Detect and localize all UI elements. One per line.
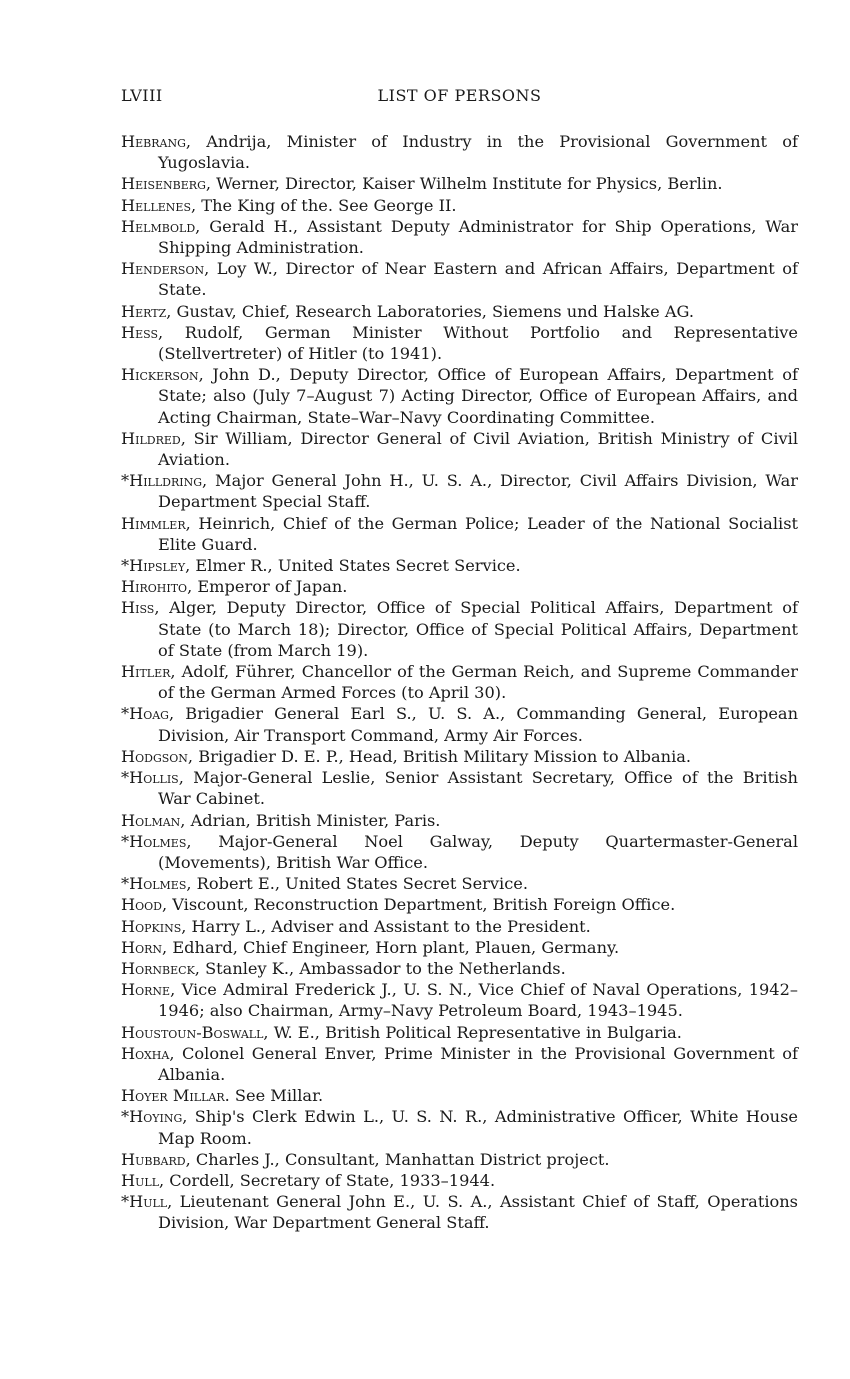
entry-surname: Hoxha [121, 1043, 170, 1063]
list-entry [121, 1085, 798, 1106]
entry-description: , Adrian, British Minister, Paris. [180, 810, 441, 830]
list-entry [121, 216, 798, 258]
persons-list [121, 131, 798, 1234]
entry-surname: Hodgson [121, 746, 188, 766]
list-entry [121, 258, 798, 300]
list-entry [121, 131, 798, 173]
list-entry [121, 831, 798, 873]
list-entry [121, 1170, 798, 1191]
list-entry [121, 470, 798, 512]
entry-surname: Hebrang [121, 132, 186, 151]
entry-surname: Hoag [129, 704, 169, 724]
list-entry [121, 322, 798, 364]
entry-asterisk: * [121, 874, 130, 894]
entry-asterisk: * [121, 556, 130, 576]
list-entry [121, 746, 798, 767]
page-number: LVIII [121, 86, 163, 105]
entry-description: , Viscount, Reconstruction Department, British Foreign Office. [161, 895, 676, 915]
entry-surname: Hilldring [129, 471, 203, 491]
entry-description: , Werner, Director, Kaiser Wilhelm Institute for Physics, Berlin. [205, 174, 723, 194]
list-entry [121, 979, 798, 1021]
list-entry [121, 301, 798, 322]
entry-surname: Hubbard [121, 1149, 186, 1169]
entry-description: , Alger, Deputy Director, Office of Special Political Affairs, Department of State (to March 18); Director, Office of Special Political Affairs, Department of State (from March 19). [154, 598, 798, 660]
entry-surname: Holmes [129, 874, 187, 894]
entry-description: , W. E., British Political Representative in Bulgaria. [263, 1022, 682, 1042]
entry-description: , Stanley K., Ambassador to the Netherlands. [194, 958, 566, 978]
entry-surname: Horn [121, 937, 163, 957]
entry-description: , Major General John H., U. S. A., Director, Civil Affairs Division, War Department Special Staff. [158, 471, 798, 512]
list-entry [121, 767, 798, 809]
list-entry [121, 661, 798, 703]
entry-description: , Brigadier D. E. P., Head, British Military Mission to Albania. [187, 746, 692, 766]
entry-description: , Loy W., Director of Near Eastern and African Affairs, Department of State. [158, 259, 798, 300]
entry-surname: Hull [121, 1170, 159, 1190]
entry-description: , Cordell, Secretary of State, 1933–1944. [159, 1170, 496, 1190]
entry-surname: Hull [129, 1192, 168, 1212]
list-entry [121, 703, 798, 745]
entry-surname: Hertz [121, 301, 167, 321]
entry-description: , Ship's Clerk Edwin L., U. S. N. R., Administrative Officer, White House Map Room. [158, 1107, 798, 1148]
list-entry [121, 555, 798, 576]
list-entry [121, 597, 798, 661]
entry-description: , Lieutenant General John E., U. S. A., Assistant Chief of Staff, Operations Division, War Department General Staff. [158, 1192, 798, 1233]
entry-description: , Elmer R., United States Secret Service. [185, 556, 521, 576]
list-entry [121, 894, 798, 915]
list-entry [121, 173, 798, 194]
running-title: LIST OF PERSONS [377, 86, 542, 105]
entry-surname: Hopkins [121, 916, 182, 936]
entry-surname: Holman [121, 810, 181, 830]
list-entry [121, 428, 798, 470]
entry-description: , Andrija, Minister of Industry in the Provisional Government of Yugoslavia. [158, 132, 798, 173]
entry-surname: Hood [121, 895, 162, 915]
entry-description: , Rudolf, German Minister Without Portfolio and Representative (Stellvertreter) of Hitler (to 1941). [158, 322, 798, 364]
list-entry [121, 916, 798, 937]
entry-description: , Colonel General Enver, Prime Minister in the Provisional Government of Albania. [158, 1043, 798, 1084]
list-entry [121, 364, 798, 428]
entry-asterisk: * [121, 1107, 130, 1127]
entry-surname: Hoying [129, 1107, 183, 1127]
entry-surname: Helmbold [121, 216, 196, 236]
entry-description: , Gustav, Chief, Research Laboratories, Siemens und Halske AG. [166, 301, 695, 321]
page-header [121, 86, 798, 110]
entry-surname: Hiss [121, 598, 155, 618]
list-entry [121, 1191, 798, 1233]
entry-surname: Hirohito [121, 577, 188, 597]
entry-surname: Hoyer Millar [121, 1086, 225, 1106]
entry-asterisk: * [121, 704, 130, 724]
list-entry [121, 1043, 798, 1085]
entry-surname: Hellenes [121, 195, 191, 215]
list-entry [121, 1149, 798, 1170]
list-entry [121, 195, 798, 216]
entry-description: , Robert E., United States Secret Service. [186, 874, 529, 894]
list-entry [121, 1106, 798, 1148]
entry-surname: Heisenberg [121, 174, 206, 194]
entry-description: . See Millar. [224, 1086, 324, 1106]
entry-surname: Hess [121, 322, 159, 342]
entry-surname: Hornbeck [121, 958, 195, 978]
entry-asterisk: * [121, 1192, 130, 1212]
entry-description: , Gerald H., Assistant Deputy Administrator for Ship Operations, War Shipping Administration. [158, 216, 798, 258]
entry-surname: Himmler [121, 513, 186, 533]
entry-description: , Emperor of Japan. [187, 577, 348, 597]
entry-surname: Houstoun-Boswall [121, 1022, 264, 1042]
entry-description: , Adolf, Führer, Chancellor of the German Reich, and Supreme Commander of the German Armed Forces (to April 30). [158, 662, 798, 703]
entry-surname: Hollis [129, 768, 179, 788]
entry-description: , Major-General Leslie, Senior Assistant Secretary, Office of the British War Cabinet. [158, 768, 798, 809]
list-entry [121, 576, 798, 597]
list-entry [121, 937, 798, 958]
list-entry [121, 958, 798, 979]
list-entry [121, 810, 798, 831]
entry-description: , Sir William, Director General of Civil Aviation, British Ministry of Civil Aviation. [158, 428, 798, 470]
entry-description: , Vice Admiral Frederick J., U. S. N., Vice Chief of Naval Operations, 1942–1946; also Chairman, Army–Navy Petroleum Board, 1943–1945. [158, 980, 798, 1021]
entry-description: , Charles J., Consultant, Manhattan District project. [185, 1149, 610, 1169]
entry-surname: Horne [121, 980, 171, 1000]
entry-surname: Hitler [121, 662, 171, 682]
list-entry [121, 513, 798, 555]
entry-surname: Hickerson [121, 365, 199, 385]
entry-description: , Heinrich, Chief of the German Police; Leader of the National Socialist Elite Guard. [158, 513, 798, 554]
entry-surname: Henderson [121, 259, 205, 279]
entry-description: , Major-General Noel Galway, Deputy Quartermaster-General (Movements), British War Office. [158, 831, 798, 872]
entry-surname: Holmes [129, 831, 187, 851]
list-entry [121, 873, 798, 894]
entry-description: , Harry L., Adviser and Assistant to the President. [181, 916, 591, 936]
list-entry [121, 1022, 798, 1043]
entry-asterisk: * [121, 768, 130, 788]
entry-description: , The King of the. See George II. [190, 195, 457, 215]
entry-description: , Edhard, Chief Engineer, Horn plant, Plauen, Germany. [162, 937, 620, 957]
entry-asterisk: * [121, 471, 130, 491]
entry-surname: Hipsley [129, 556, 186, 576]
entry-description: , Brigadier General Earl S., U. S. A., Commanding General, European Division, Air Transport Command, Army Air Forces. [158, 704, 798, 745]
entry-description: , John D., Deputy Director, Office of European Affairs, Department of State; also (July 7–August 7) Acting Director, Office of European Affairs, and Acting Chairman, State–War–Navy Coordinating Committee. [158, 365, 798, 427]
entry-surname: Hildred [121, 428, 181, 448]
entry-asterisk: * [121, 831, 130, 851]
